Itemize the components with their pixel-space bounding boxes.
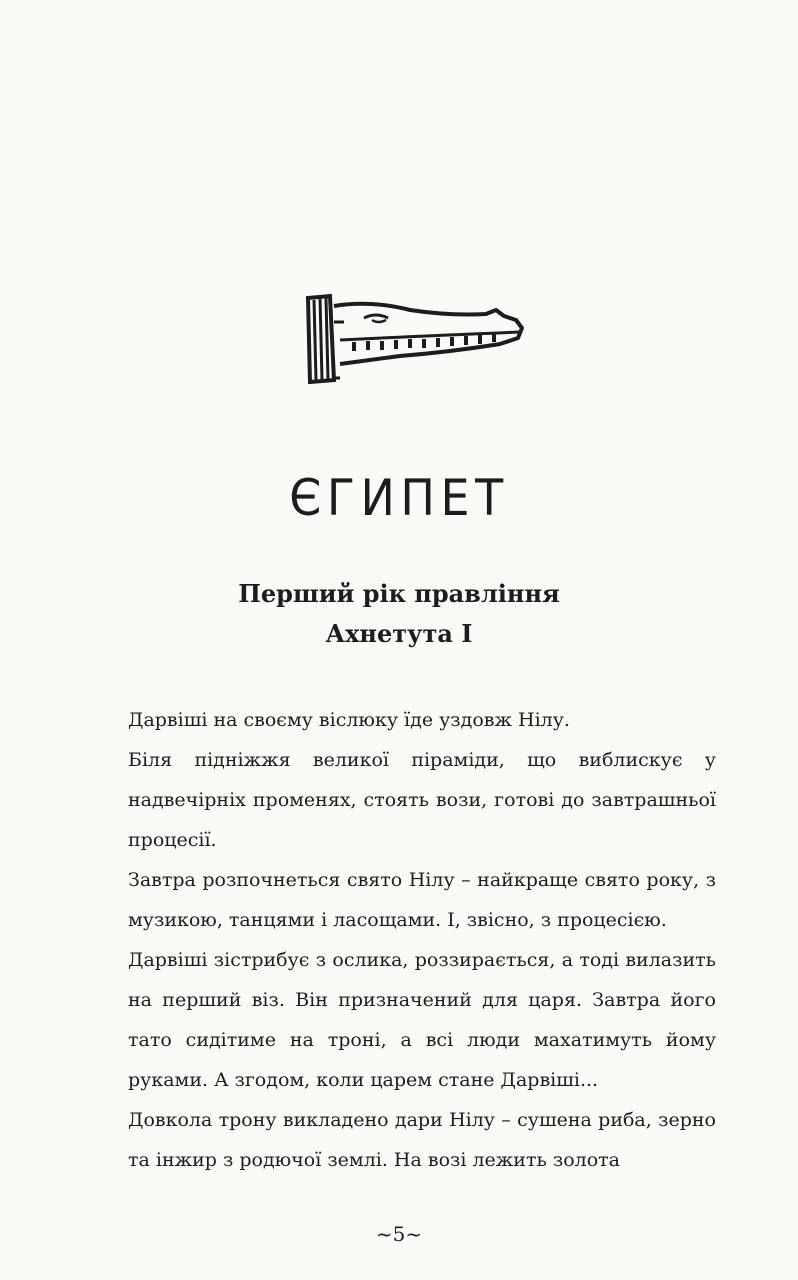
paragraph: Завтра розпочнеться свято Нілу – найкраще свято року, з музикою, танцями і ласощами. І, звісно, з процесією. <box>128 869 716 931</box>
page-number: ~5~ <box>375 1222 423 1246</box>
chapter-subtitle <box>0 574 798 654</box>
body-text <box>128 700 716 1180</box>
paragraph: Біля підніжжя великої піраміди, що виблискує у надвечірніх променях, стоять вози, готові до завтрашньої процесії. <box>128 749 716 851</box>
subtitle-line-1: Перший рік правління <box>238 579 560 608</box>
paragraph: Дарвіші на своєму віслюку їде уздовж Нілу. <box>128 709 570 731</box>
crocodile-head-icon <box>300 292 526 384</box>
subtitle-line-2: Ахнетута І <box>325 619 473 648</box>
paragraph: Довкола трону викладено дари Нілу – сушена риба, зерно та інжир з родючої землі. На возі лежить золота <box>128 1109 716 1171</box>
paragraph: Дарвіші зістрибує з ослика, роззирається, а тоді вилазить на перший віз. Він призначений для царя. Завтра його тато сидітиме на троні, а всі люди махатимуть йому руками. А згодом, коли царем стане Дарвіші... <box>128 949 716 1091</box>
chapter-title: ЄГИПЕТ <box>289 469 509 527</box>
